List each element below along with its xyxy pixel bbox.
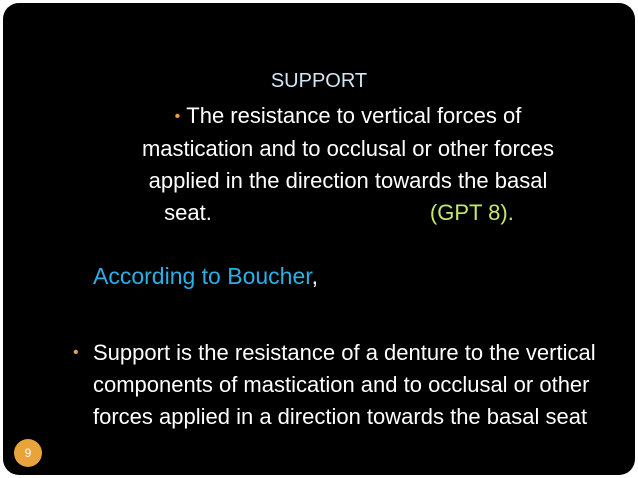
support-bullet: [73, 337, 613, 433]
slide-title: SUPPORT: [270, 70, 368, 92]
bullet-icon: •: [174, 108, 181, 125]
reference-citation: (GPT 8).: [429, 200, 514, 225]
page-number-badge: 9: [14, 439, 42, 467]
definition-line-3: applied in the direction towards the basal: [148, 168, 548, 193]
according-name: According to Boucher: [93, 263, 312, 289]
slide: [3, 3, 635, 475]
according-suffix: ,: [311, 263, 319, 289]
bullet-icon: •: [73, 344, 79, 361]
definition-line-1: • The resistance to vertical forces of: [174, 103, 522, 128]
according-heading: [93, 261, 318, 291]
definition-block: [103, 100, 593, 229]
support-text: Support is the resistance of a denture to the vertical components of mastication and to occlusal or other forces applied in a direction towards the basal seat: [93, 340, 596, 429]
definition-line-4: seat. (GPT 8).: [164, 200, 514, 225]
definition-line-2: mastication and to occlusal or other forces: [141, 136, 555, 161]
